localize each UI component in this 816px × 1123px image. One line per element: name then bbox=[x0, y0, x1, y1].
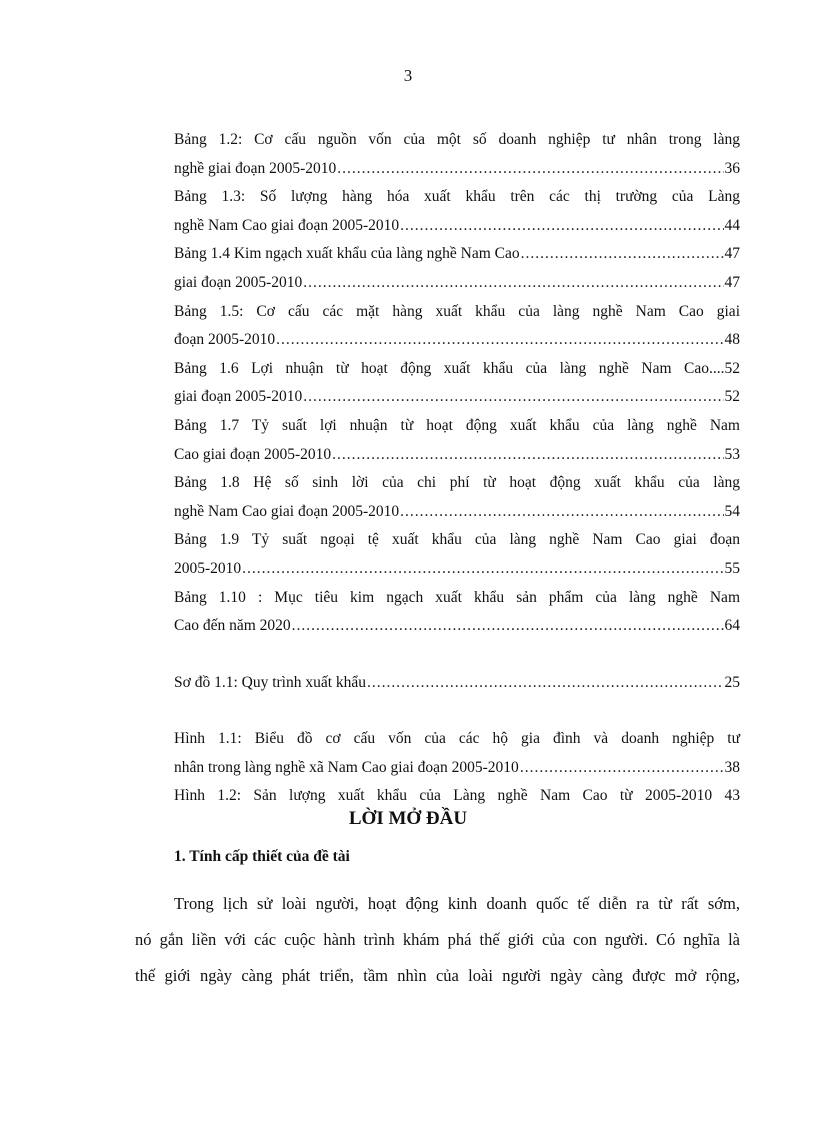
toc-page-number: 25 bbox=[724, 673, 740, 691]
dot-leader bbox=[367, 669, 723, 698]
toc-entry-text: Cao đến năm 2020 bbox=[174, 617, 291, 635]
toc-entry-text: Bảng 1.9 Tỷ suất ngoại tệ xuất khẩu của làng nghề Nam Cao giai đoạn bbox=[174, 531, 740, 549]
table-of-contents bbox=[174, 126, 740, 811]
dot-leader bbox=[521, 240, 724, 269]
body-paragraph bbox=[135, 886, 740, 994]
dot-leader bbox=[276, 326, 723, 355]
toc-entry-table-1-2[interactable] bbox=[174, 126, 740, 183]
dot-leader bbox=[337, 155, 723, 184]
dot-leader bbox=[292, 612, 724, 641]
toc-entry-text: Cao giai đoạn 2005-2010 bbox=[174, 445, 332, 463]
toc-entry-text: 2005-2010 bbox=[174, 559, 242, 577]
subsection-title: 1. Tính cấp thiết của đề tài bbox=[174, 848, 350, 865]
toc-entry-text: nghề Nam Cao giai đoạn 2005-2010 bbox=[174, 216, 400, 234]
toc-page-number: 64 bbox=[724, 617, 740, 635]
toc-page-number: 54 bbox=[724, 502, 740, 520]
dot-leader bbox=[303, 269, 723, 298]
toc-entry-text: Bảng 1.5: Cơ cấu các mặt hàng xuất khẩu của làng nghề Nam Cao giai bbox=[174, 302, 740, 320]
toc-entry-text: giai đoạn 2005-2010 bbox=[174, 273, 303, 291]
toc-page-number: 52 bbox=[724, 388, 740, 406]
toc-entry-text: Sơ đồ 1.1: Quy trình xuất khẩu bbox=[174, 673, 367, 691]
paragraph-line: Trong lịch sử loài người, hoạt động kinh doanh quốc tế diễn ra từ rất sớm, bbox=[174, 894, 740, 913]
paragraph-line: nó gắn liền với các cuộc hành trình khám phá thế giới của con người. Có nghĩa là bbox=[135, 930, 740, 949]
toc-entry-table-1-6[interactable] bbox=[174, 355, 740, 412]
toc-entry-table-1-9[interactable] bbox=[174, 526, 740, 583]
dot-leader bbox=[400, 498, 723, 527]
toc-page-number: 38 bbox=[724, 758, 740, 776]
toc-entry-table-1-7[interactable] bbox=[174, 412, 740, 469]
toc-entry-text: Bảng 1.3: Số lượng hàng hóa xuất khẩu trên các thị trường của Làng bbox=[174, 188, 740, 206]
toc-entry-text: Bảng 1.8 Hệ số sinh lời của chi phí từ hoạt động xuất khẩu của làng bbox=[174, 474, 740, 492]
toc-page-number: 47 bbox=[724, 273, 740, 291]
toc-entry-text: Hình 1.1: Biểu đồ cơ cấu vốn của các hộ gia đình và doanh nghiệp tư bbox=[174, 730, 740, 748]
paragraph-line: thế giới ngày càng phát triển, tầm nhìn của loài người ngày càng được mở rộng, bbox=[135, 966, 740, 985]
toc-entry-text: Hình 1.2: Sản lượng xuất khẩu của Làng nghề Nam Cao từ 2005-2010 43 bbox=[174, 787, 740, 805]
toc-entry-figure-1-2[interactable] bbox=[174, 782, 740, 811]
toc-entry-text: đoạn 2005-2010 bbox=[174, 331, 276, 349]
toc-page-number: 47 bbox=[724, 245, 740, 263]
toc-page-number: 55 bbox=[724, 559, 740, 577]
toc-page-number: 36 bbox=[724, 159, 740, 177]
page-number: 3 bbox=[403, 66, 413, 85]
toc-entry-diagram-1-1[interactable] bbox=[174, 669, 740, 698]
toc-page-number: 44 bbox=[724, 216, 740, 234]
toc-entry-text: Bảng 1.7 Tỷ suất lợi nhuận từ hoạt động xuất khẩu của làng nghề Nam bbox=[174, 416, 740, 434]
spacer bbox=[174, 697, 740, 725]
toc-entry-text: Bảng 1.4 Kim ngạch xuất khẩu của làng nghề Nam Cao bbox=[174, 245, 520, 263]
toc-entry-table-1-10[interactable] bbox=[174, 584, 740, 641]
toc-entry-text: nghề Nam Cao giai đoạn 2005-2010 bbox=[174, 502, 400, 520]
toc-page-number: 53 bbox=[724, 445, 740, 463]
toc-entry-text: giai đoạn 2005-2010 bbox=[174, 388, 303, 406]
toc-entry-table-1-3[interactable] bbox=[174, 183, 740, 240]
dot-leader bbox=[303, 383, 723, 412]
dot-leader bbox=[332, 441, 723, 470]
toc-entry-text: Bảng 1.2: Cơ cấu nguồn vốn của một số doanh nghiệp tư nhân trong làng bbox=[174, 131, 740, 148]
dot-leader bbox=[520, 754, 724, 783]
toc-entry-table-1-8[interactable] bbox=[174, 469, 740, 526]
toc-entry-text: nghề giai đoạn 2005-2010 bbox=[174, 159, 337, 177]
toc-entry-table-1-5[interactable] bbox=[174, 298, 740, 355]
toc-entry-text: nhân trong làng nghề xã Nam Cao giai đoạn 2005-2010 bbox=[174, 758, 519, 776]
toc-entry-figure-1-1[interactable] bbox=[174, 725, 740, 782]
dot-leader bbox=[400, 212, 723, 241]
section-heading: LỜI MỞ ĐẦU bbox=[348, 808, 468, 829]
toc-page-number: 48 bbox=[724, 331, 740, 349]
toc-entry-table-1-4[interactable] bbox=[174, 240, 740, 297]
toc-entry-text: Bảng 1.10 : Mục tiêu kim ngạch xuất khẩu sản phẩm của làng nghề Nam bbox=[174, 588, 740, 606]
toc-entry-text: Bảng 1.6 Lợi nhuận từ hoạt động xuất khẩu của làng nghề Nam Cao....52 bbox=[174, 359, 740, 377]
dot-leader bbox=[242, 555, 723, 584]
spacer bbox=[174, 641, 740, 669]
